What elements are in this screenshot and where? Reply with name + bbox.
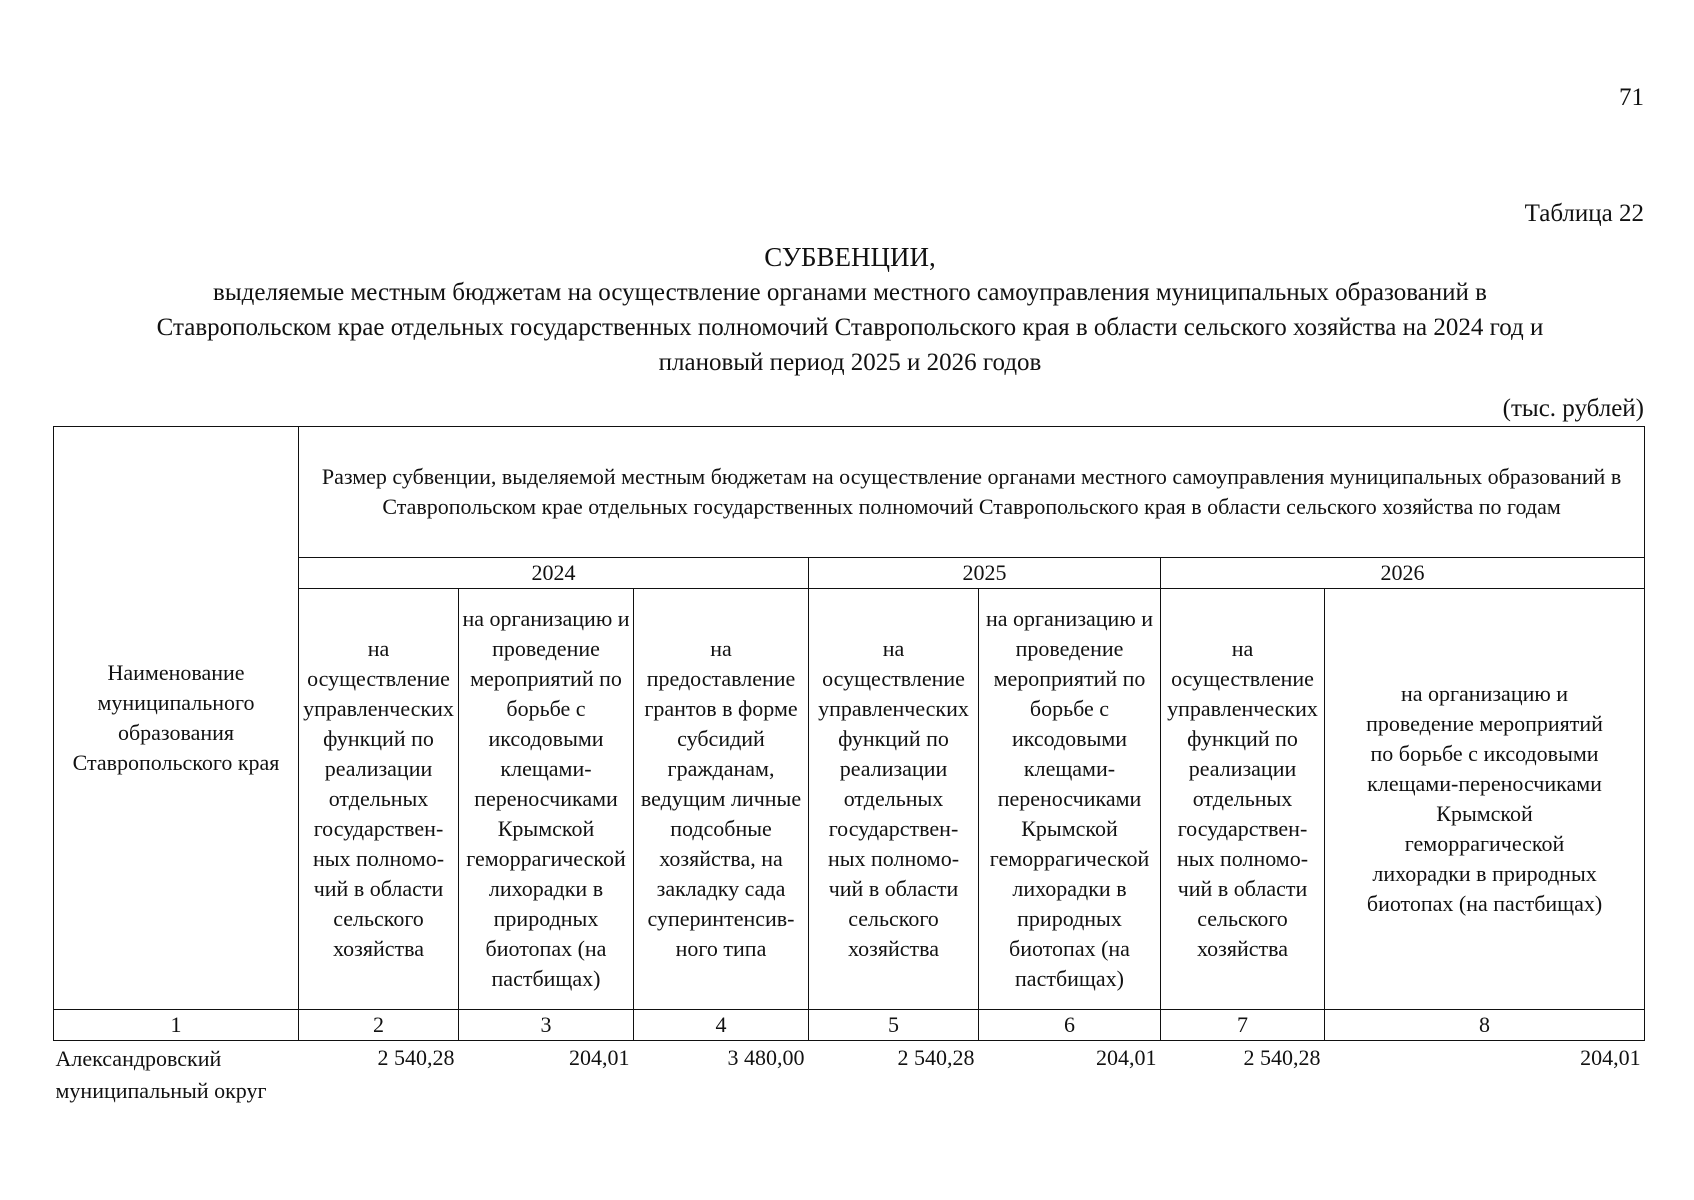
title-subtitle-line-1: выделяемые местным бюджетам на осуществление органами местного самоуправления муниципальных образований в	[213, 279, 1487, 306]
column-header-6: на организацию и проведение мероприятий по борьбе с иксодовыми клещами-переносчиками Крымской геморрагической лихорадки в природных биотопах (на пастбищах)	[979, 589, 1161, 1010]
subventions-table	[53, 426, 1645, 1107]
column-number-6: 6	[979, 1010, 1161, 1041]
column-number-4: 4	[634, 1010, 809, 1041]
column-number-2: 2	[299, 1010, 459, 1041]
page-number: 71	[1619, 84, 1644, 111]
value-cell: 2 540,28	[1243, 1045, 1321, 1070]
value-cell: 204,01	[1580, 1045, 1641, 1070]
document-title	[60, 240, 1640, 380]
column-header-5: на осуществление управленческих функций по реализации отдельных государствен-ных полномо-чий в области сельского хозяйства	[809, 589, 979, 1010]
column-number-5: 5	[809, 1010, 979, 1041]
units-label: (тыс. рублей)	[1502, 395, 1644, 422]
value-cell: 2 540,28	[897, 1045, 975, 1070]
value-cell: 204,01	[1096, 1045, 1157, 1070]
year-header-2025: 2025	[809, 558, 1161, 589]
super-header: Размер субвенции, выделяемой местным бюджетам на осуществление органами местного самоуправления муниципальных образований в Ставропольском крае отдельных государственных полномочий Ставропольского края в области сельского хозяйства по годам	[299, 427, 1645, 558]
table-row	[54, 1041, 1645, 1108]
column-number-8: 8	[1325, 1010, 1645, 1041]
value-cell: 204,01	[569, 1045, 630, 1070]
year-header-2024: 2024	[299, 558, 809, 589]
title-subtitle-line-3: плановый период 2025 и 2026 годов	[658, 349, 1042, 376]
municipality-name: Александровский муниципальный округ	[55, 1046, 267, 1103]
value-cell: 2 540,28	[377, 1045, 455, 1070]
year-header-2026: 2026	[1161, 558, 1645, 589]
title-subtitle-line-2: Ставропольском крае отдельных государственных полномочий Ставропольского края в области сельского хозяйства на 2024 год и	[156, 314, 1544, 341]
column-number-3: 3	[459, 1010, 634, 1041]
title-main: СУБВЕНЦИИ,	[764, 242, 936, 272]
column-header-2: на осуществление управленческих функций по реализации отдельных государствен-ных полномо-чий в области сельского хозяйства	[299, 589, 459, 1010]
value-cell: 3 480,00	[727, 1045, 805, 1070]
column-header-7: на осуществление управленческих функций по реализации отдельных государствен-ных полномо-чий в области сельского хозяйства	[1161, 589, 1325, 1010]
column-number-7: 7	[1161, 1010, 1325, 1041]
name-column-header: Наименование муниципального образования Ставропольского края	[54, 427, 299, 1010]
column-header-4: на предоставление грантов в форме субсидий гражданам, ведущим личные подсобные хозяйства, на закладку сада суперинтенсив-ного типа	[634, 589, 809, 1010]
table-label: Таблица 22	[1524, 200, 1644, 227]
column-header-8: на организацию и проведение мероприятий по борьбе с иксодовыми клещами-переносчиками Крымской геморрагической лихорадки в природных биотопах (на пастбищах)	[1325, 589, 1645, 1010]
column-header-3: на организацию и проведение мероприятий по борьбе с иксодовыми клещами-переносчиками Крымской геморрагической лихорадки в природных биотопах (на пастбищах)	[459, 589, 634, 1010]
column-number-1: 1	[54, 1010, 299, 1041]
